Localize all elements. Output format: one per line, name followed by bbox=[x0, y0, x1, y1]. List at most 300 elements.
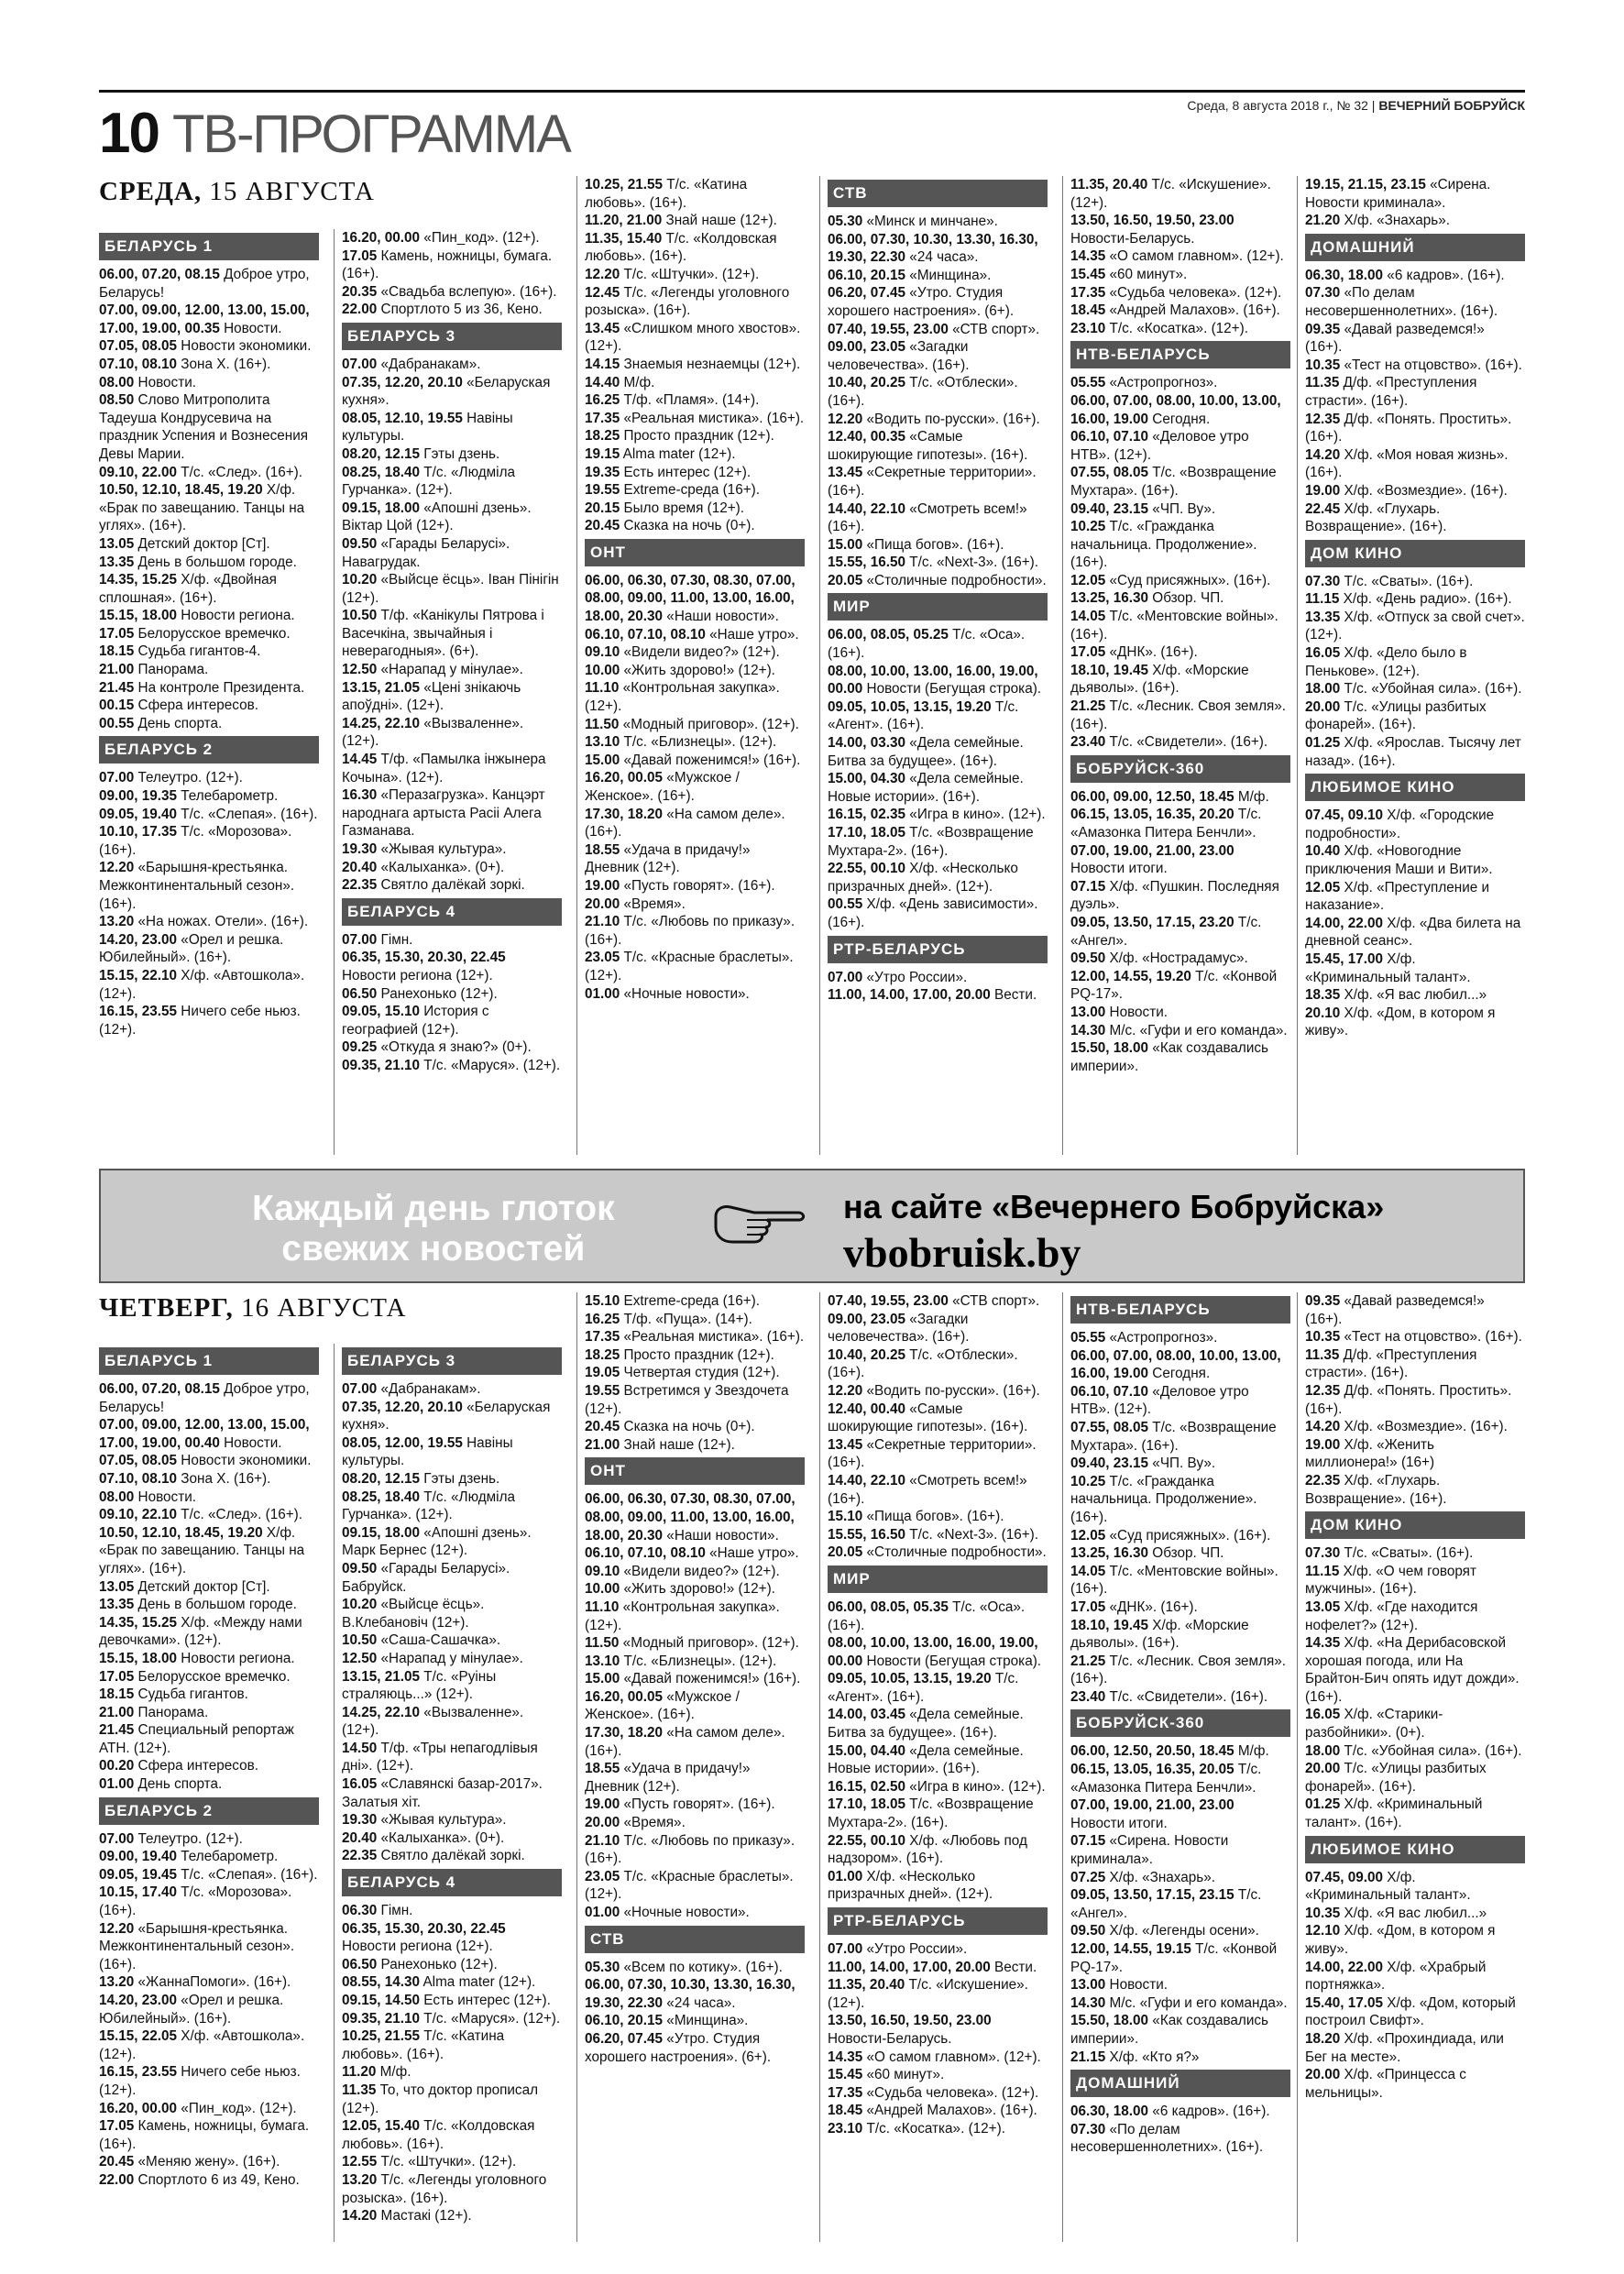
banner-line-2: свежих новостей bbox=[281, 1229, 586, 1269]
column-divider bbox=[576, 176, 577, 1155]
program-entry: 11.00, 14.00, 17.00, 20.00 Вести. bbox=[828, 987, 1037, 1004]
program-entry: 07.00 «Дабранакам». bbox=[342, 356, 481, 372]
program-entry: 07.25 Х/ф. «Знахарь». bbox=[1070, 1869, 1215, 1885]
program-entry: 09.05, 10.05, 13.15, 19.20 Т/с. «Агент». (16+). bbox=[828, 698, 1019, 733]
program-entry: 07.40, 19.55, 23.00 «СТВ спорт». bbox=[828, 321, 1040, 337]
program-entry: 10.40, 20.25 Т/с. «Отблески». (16+). bbox=[828, 375, 1018, 409]
program-entry: 10.10, 17.35 Т/с. «Морозова». (16+). bbox=[99, 824, 292, 858]
program-entry: 17.30, 18.20 «На самом деле». (16+). bbox=[585, 1725, 785, 1759]
program-entry: 14.35, 15.25 Х/ф. «Между нами девочками». (12+). bbox=[99, 1614, 302, 1649]
program-entry: 12.00, 14.55, 19.15 Т/с. «Конвой PQ-17». bbox=[1070, 1941, 1278, 1975]
banner-url[interactable]: vbobruisk.by bbox=[843, 1229, 1081, 1276]
program-entry: 07.05, 08.05 Новости экономики. bbox=[99, 1453, 312, 1469]
program-entry: 10.50 «Саша-Сашачка». bbox=[342, 1632, 501, 1649]
day-date: 15 АВГУСТА bbox=[209, 177, 375, 206]
program-entry: 09.25 «Откуда я знаю?» (0+). bbox=[342, 1039, 532, 1056]
program-entry: 06.00, 07.00, 08.00, 10.00, 13.00, 16.00, 19.00 Сегодня. bbox=[1070, 392, 1281, 427]
column-divider bbox=[819, 1292, 820, 2242]
program-entry: 16.20, 00.05 «Мужское / Женское». (16+). bbox=[585, 1688, 740, 1723]
program-entry: 13.05 Детский доктор [Ст]. bbox=[99, 1578, 270, 1595]
program-entry: 18.45 «Андрей Малахов». (16+). bbox=[1070, 302, 1280, 319]
program-entry: 16.15, 02.50 «Игра в кино». (12+). bbox=[828, 1778, 1046, 1795]
program-entry: 01.25 Х/ф. «Криминальный талант». (16+). bbox=[1305, 1796, 1483, 1831]
program-entry: 11.35, 15.40 Т/с. «Колдовская любовь». (16+). bbox=[585, 230, 777, 265]
program-entry: 20.40 «Калыханка». (0+). bbox=[342, 859, 505, 875]
program-entry: 15.10 Extreme-среда (16+). bbox=[585, 1293, 760, 1309]
channel-header: БОБРУЙСК-360 bbox=[1070, 755, 1290, 783]
program-entry: 21.00 Знай наше (12+). bbox=[585, 1436, 735, 1453]
program-entry: 21.10 Т/с. «Любовь по приказу». (16+). bbox=[585, 1832, 796, 1867]
program-entry: 12.35 Д/ф. «Понять. Простить». (16+). bbox=[1305, 411, 1512, 445]
program-entry: 06.35, 15.30, 20.30, 22.45 Новости региона (12+). bbox=[342, 950, 506, 983]
program-entry: 17.05 «ДНК». (16+). bbox=[1070, 1598, 1198, 1615]
program-entry: 14.40, 22.10 «Смотреть всем!» (16+). bbox=[828, 500, 1027, 535]
program-entry: 17.05 Белорусское времечко. bbox=[99, 1668, 291, 1685]
day-name: ЧЕТВЕРГ, bbox=[99, 1293, 234, 1323]
program-entry: 12.50 «Нарапад у мінулае». bbox=[342, 1650, 523, 1666]
program-entry: 19.55 Встретимся у Звездочета (12+). bbox=[585, 1382, 789, 1417]
program-entry: 14.30 М/с. «Гуфи и его команда». bbox=[1070, 1022, 1288, 1038]
program-entry: 19.55 Extreme-среда (16+). bbox=[585, 482, 760, 499]
page-header bbox=[99, 90, 1525, 166]
program-entry: 07.00 Телеутро. (12+). bbox=[99, 1830, 243, 1847]
newspaper-name: ВЕЧЕРНИЙ БОБРУЙСК bbox=[1378, 98, 1525, 113]
program-entry: 07.55, 08.05 Т/с. «Возвращение Мухтара». (16+). bbox=[1070, 1419, 1277, 1454]
program-entry: 15.00, 04.40 «Дела семейные. Новые истории». (16+). bbox=[828, 1742, 1024, 1777]
program-entry: 15.10 «Пища богов». (16+). bbox=[828, 1509, 1004, 1525]
program-entry: 15.50, 18.00 «Как создавались империи». bbox=[1070, 1040, 1268, 1074]
program-entry: 07.45, 09.10 Х/ф. «Городские подробности». bbox=[1305, 807, 1495, 841]
channel-header: ДОМ КИНО bbox=[1305, 540, 1525, 567]
program-entry: 21.00 Панорама. bbox=[99, 1704, 209, 1720]
program-entry: 15.00, 04.30 «Дела семейные. Новые истории». (16+). bbox=[828, 771, 1024, 805]
program-entry: 07.35, 12.20, 20.10 «Беларуская кухня». bbox=[342, 1399, 551, 1434]
program-entry: 06.00, 06.30, 07.30, 08.30, 07.00, 08.00, 09.00, 11.00, 13.00, 16.00, 18.00, 20.30 «Наши новости». bbox=[585, 572, 796, 625]
program-entry: 08.00 Новости. bbox=[99, 374, 196, 390]
channel-header: ОНТ bbox=[585, 1457, 805, 1485]
program-entry: 13.00 Новости. bbox=[1070, 1977, 1168, 1994]
program-entry: 15.00 «Давай поженимся!» (16+). bbox=[585, 1671, 801, 1687]
program-entry: 09.00, 19.40 Телебарометр. bbox=[99, 1849, 279, 1865]
promo-banner[interactable] bbox=[99, 1169, 1525, 1283]
program-entry: 15.15, 18.00 Новости региона. bbox=[99, 608, 295, 624]
program-entry: 23.10 Т/с. «Косатка». (12+). bbox=[828, 2120, 1005, 2137]
schedule-column bbox=[585, 176, 805, 1003]
program-entry: 18.10, 19.45 Х/ф. «Морские дьяволы». (16+). bbox=[1070, 1617, 1249, 1652]
program-entry: 13.10 Т/с. «Близнецы». (12+). bbox=[585, 1653, 777, 1669]
program-entry: 07.00, 09.00, 12.00, 13.00, 15.00, 17.00, 19.00, 00.35 Новости. bbox=[99, 302, 310, 336]
program-entry: 20.00 «Время». bbox=[585, 1815, 686, 1831]
program-entry: 20.35 «Свадьба вслепую». (16+). bbox=[342, 283, 557, 300]
banner-slogan bbox=[252, 1189, 615, 1269]
program-entry: 23.40 Т/с. «Свидетели». (16+). bbox=[1070, 734, 1268, 751]
program-entry: 20.05 «Столичные подробности». bbox=[828, 572, 1047, 588]
program-entry: 10.50, 12.10, 18.45, 19.20 Х/ф. «Брак по завещанию. Танцы на углях». (16+). bbox=[99, 482, 305, 534]
program-entry: 10.20 «Выйсце ёсць». Іван Пінігін (12+). bbox=[342, 572, 559, 606]
program-entry: 16.05 Х/ф. «Дело было в Пенькове». (12+). bbox=[1305, 645, 1467, 679]
channel-header: НТВ-БЕЛАРУСЬ bbox=[1070, 341, 1290, 368]
program-entry: 01.00 «Ночные новости». bbox=[585, 985, 750, 1002]
program-entry: 09.15, 18.00 «Апошні дзень». Віктар Цой (12+). bbox=[342, 500, 532, 534]
program-entry: 10.25 Т/с. «Гражданка начальница. Продолжение». (16+). bbox=[1070, 1473, 1257, 1525]
program-entry: 10.20 «Выйсце ёсць». В.Клебановіч (12+). bbox=[342, 1597, 485, 1631]
program-entry: 12.10 Х/ф. «Дом, в котором я живу». bbox=[1305, 1923, 1496, 1957]
program-entry: 15.55, 16.50 Т/с. «Next-3». (16+). bbox=[828, 1526, 1039, 1543]
program-entry: 09.35 «Давай разведемся!» (16+). bbox=[1305, 1293, 1485, 1327]
program-entry: 08.25, 18.40 Т/с. «Людміла Гурчанка». (12+). bbox=[342, 464, 516, 499]
program-entry: 12.20 «Барышня-крестьянка. Межконтинентальный сезон». (16+). bbox=[99, 1920, 295, 1972]
program-entry: 07.05, 08.05 Новости экономики. bbox=[99, 338, 312, 355]
program-entry: 08.50 Слово Митрополита Тадеуша Кондрусевича на праздник Успения и Вознесения Девы Марии. bbox=[99, 392, 309, 462]
channel-header: МИР bbox=[828, 593, 1048, 621]
program-entry: 14.25, 22.10 «Вызваленне». (12+). bbox=[342, 715, 524, 750]
program-entry: 17.10, 18.05 Т/с. «Возвращение Мухтара-2». (16+). bbox=[828, 1796, 1034, 1831]
program-entry: 18.10, 19.45 Х/ф. «Морские дьяволы». (16+). bbox=[1070, 662, 1249, 697]
program-entry: 16.15, 23.55 Ничего себе ньюз. (12+). bbox=[99, 2064, 301, 2098]
day-name: СРЕДА, bbox=[99, 177, 203, 206]
program-entry: 20.45 Сказка на ночь (0+). bbox=[585, 518, 755, 534]
program-entry: 05.55 «Астропрогноз». bbox=[1070, 375, 1218, 391]
program-entry: 01.00 «Ночные новости». bbox=[585, 1905, 750, 1920]
program-entry: 16.20, 00.00 «Пин_код». (12+). bbox=[99, 2100, 297, 2116]
channel-header: ДОМ КИНО bbox=[1305, 1511, 1525, 1539]
program-entry: 14.20, 23.00 «Орел и решка. Юбилейный». (16+). bbox=[99, 931, 284, 966]
program-entry: 15.50, 18.00 «Как создавались империи». bbox=[1070, 2013, 1268, 2047]
channel-header: БЕЛАРУСЬ 3 bbox=[342, 323, 562, 350]
program-entry: 18.00 Т/с. «Убойная сила». (16+). bbox=[1305, 681, 1522, 698]
program-entry: 23.05 Т/с. «Красные браслеты». (12+). bbox=[585, 950, 794, 983]
program-entry: 17.05 «ДНК». (16+). bbox=[1070, 644, 1198, 661]
program-entry: 07.10, 08.10 Зона Х. (16+). bbox=[99, 356, 271, 372]
program-entry: 10.00 «Жить здорово!» (12+). bbox=[585, 662, 775, 678]
program-entry: 20.45 Сказка на ночь (0+). bbox=[585, 1419, 755, 1435]
schedule-column bbox=[1070, 1292, 1290, 2157]
channel-header: БЕЛАРУСЬ 2 bbox=[99, 1797, 319, 1825]
program-entry: 09.05, 13.50, 17.15, 23.15 Т/с. «Ангел». bbox=[1070, 1887, 1262, 1921]
program-entry: 18.55 «Удача в придачу!» Дневник (12+). bbox=[585, 1761, 751, 1795]
program-entry: 21.15 Х/ф. «Кто я?» bbox=[1070, 2049, 1200, 2065]
program-entry: 11.15 Х/ф. «О чем говорят мужчины». (16+). bbox=[1305, 1563, 1476, 1598]
program-entry: 06.10, 20.15 «Минщина». bbox=[585, 2013, 749, 2029]
program-entry: 08.55, 14.30 Alma mater (12+). bbox=[342, 1974, 536, 1991]
program-entry: 13.35 День в большом городе. bbox=[99, 1597, 297, 1613]
program-entry: 13.25, 16.30 Обзор. ЧП. bbox=[1070, 1545, 1224, 1562]
program-entry: 14.00, 03.45 «Дела семейные. Битва за будущее». (16+). bbox=[828, 1707, 1024, 1741]
program-entry: 07.00, 19.00, 21.00, 23.00 Новости итоги. bbox=[1070, 1797, 1234, 1831]
program-entry: 07.45, 09.00 Х/ф. «Криминальный талант». bbox=[1305, 1869, 1471, 1904]
program-entry: 21.10 Т/с. «Любовь по приказу». (16+). bbox=[585, 914, 796, 948]
program-entry: 14.35 Х/ф. «На Дерибасовской хорошая погода, или На Брайтон-Бич опять идут дожди». (16+). bbox=[1305, 1635, 1520, 1705]
program-entry: 21.45 Специальный репортаж АТН. (12+). bbox=[99, 1722, 294, 1756]
program-entry: 10.25, 21.55 Т/с. «Катина любовь». (16+). bbox=[585, 177, 748, 211]
channel-header: БЕЛАРУСЬ 1 bbox=[99, 1347, 319, 1375]
program-entry: 13.15, 21.05 Т/с. «Руіны страляюць...» (12+). bbox=[342, 1668, 497, 1703]
program-entry: 07.00 «Утро России». bbox=[828, 969, 968, 985]
program-entry: 13.15, 21.05 «Цені знікаючь апоўдні». (12+). bbox=[342, 679, 521, 714]
program-entry: 09.05, 10.05, 13.15, 19.20 Т/с. «Агент». (16+). bbox=[828, 1671, 1019, 1705]
program-entry: 11.50 «Модный приговор». (12+). bbox=[585, 716, 799, 732]
program-entry: 17.10, 18.05 Т/с. «Возвращение Мухтара-2». (16+). bbox=[828, 825, 1034, 859]
program-entry: 11.20 М/ф. bbox=[342, 2064, 411, 2081]
program-entry: 22.00 Спортлото 5 из 36, Кено. bbox=[342, 302, 543, 318]
channel-header: БЕЛАРУСЬ 1 bbox=[99, 233, 319, 260]
program-entry: 14.45 Т/ф. «Памылка інжынера Кочына». (12+). bbox=[342, 752, 546, 785]
program-entry: 14.15 Знаемыя незнаемцы (12+). bbox=[585, 356, 801, 372]
program-entry: 07.40, 19.55, 23.00 «СТВ спорт». bbox=[828, 1293, 1040, 1309]
issue-info bbox=[1187, 98, 1525, 113]
program-entry: 15.45 «60 минут». bbox=[1070, 266, 1188, 282]
program-entry: 10.35 Х/ф. «Я вас любил...» bbox=[1305, 1905, 1487, 1921]
program-entry: 08.00, 10.00, 13.00, 16.00, 19.00, 00.00 Новости (Бегущая строка). bbox=[828, 663, 1042, 698]
program-entry: 07.15 Х/ф. «Пушкин. Последняя дуэль». bbox=[1070, 878, 1279, 913]
program-entry: 07.35, 12.20, 20.10 «Беларуская кухня». bbox=[342, 374, 551, 409]
program-entry: 10.00 «Жить здорово!» (12+). bbox=[585, 1581, 775, 1598]
program-entry: 21.25 Т/с. «Лесник. Своя земля». (16+). bbox=[1070, 1653, 1287, 1687]
program-entry: 07.55, 08.05 Т/с. «Возвращение Мухтара». (16+). bbox=[1070, 465, 1277, 499]
channel-header: РТР-БЕЛАРУСЬ bbox=[828, 936, 1048, 963]
program-entry: 09.35, 21.10 Т/с. «Маруся». (12+). bbox=[342, 2010, 561, 2027]
program-entry: 17.35 «Судьба человека». (12+). bbox=[1070, 284, 1282, 301]
program-entry: 18.45 «Андрей Малахов». (16+). bbox=[828, 2103, 1037, 2119]
program-entry: 12.45 Т/с. «Легенды уголовного розыска». (16+). bbox=[585, 284, 790, 319]
program-entry: 09.50 Х/ф. «Легенды осени». bbox=[1070, 1923, 1259, 1939]
issue-date: Среда, 8 августа 2018 г., № 32 | bbox=[1187, 98, 1376, 113]
program-entry: 14.00, 22.00 Х/ф. «Два билета на дневной сеанс». bbox=[1305, 915, 1521, 950]
program-entry: 01.00 День спорта. bbox=[99, 1776, 223, 1793]
program-entry: 15.00 «Пища богов». (16+). bbox=[828, 536, 1004, 553]
program-entry: 12.20 Т/с. «Штучки». (12+). bbox=[585, 266, 760, 282]
program-entry: 07.15 «Сирена. Новости криминала». bbox=[1070, 1833, 1229, 1868]
program-entry: 07.30 Т/с. «Сваты». (16+). bbox=[1305, 573, 1474, 589]
schedule-column bbox=[1070, 176, 1290, 1075]
schedule-column bbox=[828, 1292, 1048, 2138]
program-entry: 17.35 «Реальная мистика». (16+). bbox=[585, 1329, 805, 1346]
program-entry: 16.25 Т/ф. «Пламя». (14+). bbox=[585, 392, 760, 409]
program-entry: 10.50, 12.10, 18.45, 19.20 Х/ф. «Брак по завещанию. Танцы на углях». (16+). bbox=[99, 1524, 305, 1576]
channel-header: БЕЛАРУСЬ 4 bbox=[342, 1869, 562, 1896]
program-entry: 09.50 Х/ф. «Нострадамус». bbox=[1070, 950, 1248, 967]
program-entry: 05.55 «Астропрогноз». bbox=[1070, 1330, 1218, 1346]
program-entry: 14.30 М/с. «Гуфи и его команда». bbox=[1070, 1994, 1288, 2011]
program-entry: 12.05 «Суд присяжных». (16+). bbox=[1070, 1527, 1271, 1543]
program-entry: 06.00, 07.00, 08.00, 10.00, 13.00, 16.00, 19.00 Сегодня. bbox=[1070, 1347, 1281, 1382]
program-entry: 09.10, 22.10 Т/с. «След». (16+). bbox=[99, 1507, 303, 1523]
program-entry: 06.00, 08.05, 05.25 Т/с. «Оса». (16+). bbox=[828, 627, 1026, 662]
program-entry: 06.30 Гімн. bbox=[342, 1903, 413, 1919]
program-entry: 12.50 «Нарапад у мінулае». bbox=[342, 662, 523, 678]
program-entry: 14.35 «О самом главном». (12+). bbox=[828, 2049, 1041, 2065]
program-entry: 01.25 Х/ф. «Ярослав. Тысячу лет назад». (16+). bbox=[1305, 735, 1521, 769]
channel-header: СТВ bbox=[828, 180, 1048, 207]
program-entry: 21.00 Панорама. bbox=[99, 662, 209, 678]
program-entry: 23.05 Т/с. «Красные браслеты». (12+). bbox=[585, 1868, 794, 1903]
program-entry: 09.00, 23.05 «Загадки человечества». (16+). bbox=[828, 339, 970, 373]
channel-header: СТВ bbox=[585, 1926, 805, 1953]
program-entry: 18.25 Просто праздник (12+). bbox=[585, 428, 774, 445]
program-entry: 12.55 Т/с. «Штучки». (12+). bbox=[342, 2154, 517, 2170]
program-entry: 15.45 «60 минут». bbox=[828, 2067, 945, 2083]
program-entry: 19.35 Есть интерес (12+). bbox=[585, 464, 752, 480]
program-entry: 22.00 Спортлото 6 из 49, Кено. bbox=[99, 2171, 300, 2188]
program-entry: 06.10, 07.10, 08.10 «Наше утро». bbox=[585, 1545, 799, 1562]
program-entry: 09.15, 14.50 Есть интерес (12+). bbox=[342, 1993, 551, 2008]
program-entry: 18.55 «Удача в придачу!» Дневник (12+). bbox=[585, 841, 751, 876]
program-entry: 05.30 «Минск и минчане». bbox=[828, 214, 998, 229]
program-entry: 20.00 Т/с. «Улицы разбитых фонарей». (16+). bbox=[1305, 1761, 1487, 1795]
program-entry: 19.15, 21.15, 23.15 «Сирена. Новости криминала». bbox=[1305, 177, 1491, 211]
program-entry: 06.30, 18.00 «6 кадров». (16+). bbox=[1070, 2104, 1270, 2120]
program-entry: 06.10, 07.10 «Деловое утро НТВ». (12+). bbox=[1070, 429, 1249, 463]
program-entry: 13.20 Т/с. «Легенды уголовного розыска». (16+). bbox=[342, 2171, 547, 2206]
program-entry: 06.00, 09.00, 12.50, 18.45 М/ф. bbox=[1070, 788, 1269, 805]
program-entry: 12.20 «Водить по-русски». (16+). bbox=[828, 411, 1040, 427]
program-entry: 21.45 На контроле Президента. bbox=[99, 679, 305, 696]
day-date: 16 АВГУСТА bbox=[241, 1293, 407, 1323]
program-entry: 07.00 Телеутро. (12+). bbox=[99, 770, 243, 786]
program-entry: 19.15 Alma mater (12+). bbox=[585, 445, 736, 462]
program-entry: 00.20 Сфера интересов. bbox=[99, 1758, 258, 1774]
program-entry: 10.25, 21.55 Т/с. «Катина любовь». (16+). bbox=[342, 2028, 505, 2062]
column-divider bbox=[819, 176, 820, 1155]
program-entry: 11.35 Д/ф. «Преступления страсти». (16+). bbox=[1305, 1346, 1477, 1381]
program-entry: 06.00, 07.30, 10.30, 13.30, 16.30, 19.30, 22.30 «24 часа». bbox=[585, 1977, 796, 2011]
program-entry: 09.40, 23.15 «ЧП. Ву». bbox=[1070, 500, 1216, 517]
program-entry: 16.20, 00.05 «Мужское / Женское». (16+). bbox=[585, 770, 740, 804]
program-entry: 22.35 Святло далёкай зоркі. bbox=[342, 1848, 525, 1864]
program-entry: 13.45 «Слишком много хвостов». (12+). bbox=[585, 320, 801, 355]
program-entry: 14.35 «О самом главном». (12+). bbox=[1070, 248, 1284, 265]
program-entry: 16.20, 00.00 «Пин_код». (12+). bbox=[342, 230, 540, 246]
program-entry: 09.35, 21.10 Т/с. «Маруся». (12+). bbox=[342, 1057, 561, 1073]
program-entry: 15.15, 18.00 Новости региона. bbox=[99, 1650, 295, 1666]
program-entry: 12.05 «Суд присяжных». (16+). bbox=[1070, 572, 1271, 588]
program-entry: 00.55 День спорта. bbox=[99, 715, 223, 731]
program-entry: 14.20 Мастакі (12+). bbox=[342, 2208, 472, 2225]
program-entry: 08.20, 12.15 Гэты дзень. bbox=[342, 1470, 500, 1487]
program-entry: 15.45, 17.00 Х/ф. «Криминальный талант». bbox=[1305, 950, 1471, 985]
program-entry: 13.05 Детский доктор [Ст]. bbox=[99, 535, 270, 552]
program-entry: 18.20 Х/ф. «Прохиндиада, или Бег на месте». bbox=[1305, 2030, 1504, 2065]
program-entry: 11.10 «Контрольная закупка». (12+). bbox=[585, 1598, 780, 1633]
program-entry: 06.50 Ранехонько (12+). bbox=[342, 985, 498, 1002]
program-entry: 06.10, 07.10, 08.10 «Наше утро». bbox=[585, 626, 799, 643]
channel-header: БЕЛАРУСЬ 4 bbox=[342, 898, 562, 926]
program-entry: 20.00 «Время». bbox=[585, 895, 686, 912]
program-entry: 00.15 Сфера интересов. bbox=[99, 698, 258, 714]
program-entry: 15.40, 17.05 Х/ф. «Дом, который построил Свифт». bbox=[1305, 1994, 1516, 2029]
program-entry: 12.20 «Водить по-русски». (16+). bbox=[828, 1382, 1040, 1399]
program-entry: 17.35 «Судьба человека». (12+). bbox=[828, 2084, 1039, 2101]
banner-site-text: на сайте «Вечернего Бобруйска» bbox=[843, 1188, 1385, 1225]
program-entry: 06.50 Ранехонько (12+). bbox=[342, 1956, 498, 1972]
program-entry: 23.10 Т/с. «Косатка». (12+). bbox=[1070, 320, 1248, 336]
schedule-column bbox=[585, 1292, 805, 2066]
program-entry: 23.40 Т/с. «Свидетели». (16+). bbox=[1070, 1688, 1268, 1705]
program-entry: 14.05 Т/с. «Ментовские войны». (16+). bbox=[1070, 1563, 1278, 1598]
page-number: 10 bbox=[99, 102, 159, 165]
program-entry: 18.15 Судьба гигантов. bbox=[99, 1686, 248, 1703]
schedule-column bbox=[342, 1344, 562, 2225]
program-entry: 22.35 Х/ф. «Глухарь. Возвращение». (16+). bbox=[1305, 1472, 1447, 1507]
program-entry: 11.15 Х/ф. «День радио». (16+). bbox=[1305, 591, 1512, 608]
program-entry: 10.40 Х/ф. «Новогодние приключения Маши и Вити». bbox=[1305, 843, 1493, 877]
program-entry: 20.00 Х/ф. «Принцесса с мельницы». bbox=[1305, 2067, 1466, 2101]
program-entry: 20.00 Т/с. «Улицы разбитых фонарей». (16+). bbox=[1305, 698, 1487, 733]
program-entry: 01.00 Х/ф. «Несколько призрачных дней». (12+). bbox=[828, 1868, 993, 1903]
program-entry: 15.00 «Давай поженимся!» (16+). bbox=[585, 752, 801, 768]
program-entry: 09.15, 18.00 «Апошні дзень». Марк Бернес (12+). bbox=[342, 1524, 532, 1559]
program-entry: 22.55, 00.10 Х/ф. «Любовь под надзором». (16+). bbox=[828, 1832, 1027, 1867]
schedule-column bbox=[1305, 176, 1525, 1040]
schedule-column bbox=[1305, 1292, 1525, 2102]
column-divider bbox=[1062, 1292, 1063, 2242]
program-entry: 16.05 Х/ф. «Старики-разбойники». (0+). bbox=[1305, 1707, 1443, 1741]
program-entry: 11.35 То, что доктор прописал (12+). bbox=[342, 2082, 539, 2116]
program-entry: 09.05, 19.45 Т/с. «Слепая». (16+). bbox=[99, 1866, 318, 1883]
program-entry: 11.50 «Модный приговор». (12+). bbox=[585, 1635, 799, 1652]
program-entry: 11.35, 20.40 Т/с. «Искушение». (12+). bbox=[1070, 177, 1271, 211]
program-entry: 08.25, 18.40 Т/с. «Людміла Гурчанка». (12+). bbox=[342, 1489, 516, 1523]
program-entry: 17.35 «Реальная мистика». (16+). bbox=[585, 410, 805, 426]
program-entry: 13.25, 16.30 Обзор. ЧП. bbox=[1070, 590, 1224, 607]
program-entry: 12.05 Х/ф. «Преступление и наказание». bbox=[1305, 879, 1490, 914]
program-entry: 09.10 «Видели видео?» (12+). bbox=[585, 1563, 780, 1579]
program-entry: 09.35 «Давай разведемся!» (16+). bbox=[1305, 321, 1485, 356]
program-entry: 07.30 Т/с. «Сваты». (16+). bbox=[1305, 1545, 1474, 1562]
program-entry: 07.30 «По делам несовершеннолетних». (16+). bbox=[1305, 285, 1498, 319]
program-entry: 14.05 Т/с. «Ментовские войны». (16+). bbox=[1070, 609, 1278, 643]
column-divider bbox=[1297, 176, 1298, 1155]
program-entry: 17.30, 18.20 «На самом деле». (16+). bbox=[585, 806, 785, 840]
program-entry: 11.20, 21.00 Знай наше (12+). bbox=[585, 213, 777, 229]
program-entry: 13.50, 16.50, 19.50, 23.00 Новости-Беларусь. bbox=[1070, 213, 1234, 247]
program-entry: 14.50 Т/ф. «Тры непагодлівыя дні». (12+). bbox=[342, 1740, 538, 1774]
column-divider bbox=[576, 1292, 577, 2242]
program-entry: 12.20 «Барышня-крестьянка. Межконтинентальный сезон». (16+). bbox=[99, 860, 295, 912]
program-entry: 17.05 Белорусское времечко. bbox=[99, 625, 291, 642]
column-divider bbox=[1297, 1292, 1298, 2242]
program-entry: 20.05 «Столичные подробности». bbox=[828, 1544, 1047, 1561]
program-entry: 10.50 Т/ф. «Канікулы Пятрова і Васечкіна, звычайныя і неверагодныя». (6+). bbox=[342, 608, 544, 660]
program-entry: 07.00 «Дабранакам». bbox=[342, 1381, 481, 1397]
program-entry: 07.00, 19.00, 21.00, 23.00 Новости итоги. bbox=[1070, 842, 1234, 877]
program-entry: 06.00, 07.30, 10.30, 13.30, 16.30, 19.30, 22.30 «24 часа». bbox=[828, 231, 1038, 266]
program-entry: 09.00, 23.05 «Загадки человечества». (16+). bbox=[828, 1311, 970, 1346]
program-entry: 10.15, 17.40 Т/с. «Морозова». (16+). bbox=[99, 1884, 292, 1919]
column-divider bbox=[334, 229, 335, 1155]
program-entry: 18.35 Х/ф. «Я вас любил...» bbox=[1305, 987, 1487, 1004]
program-entry: 21.25 Т/с. «Лесник. Своя земля». (16+). bbox=[1070, 698, 1287, 732]
program-entry: 06.00, 12.50, 20.50, 18.45 М/ф. bbox=[1070, 1743, 1269, 1760]
program-entry: 08.05, 12.10, 19.55 Навіны культуры. bbox=[342, 410, 513, 445]
program-entry: 08.00, 10.00, 13.00, 16.00, 19.00, 00.00 Новости (Бегущая строка). bbox=[828, 1635, 1042, 1669]
program-entry: 14.35, 15.25 Х/ф. «Двойная сплошная». (16+). bbox=[99, 572, 277, 606]
program-entry: 06.20, 07.45 «Утро. Студия хорошего настроения». (6+). bbox=[585, 2030, 772, 2065]
program-entry: 07.00 Гімн. bbox=[342, 931, 413, 948]
column-divider bbox=[334, 1344, 335, 2242]
program-entry: 09.10, 22.00 Т/с. «След». (16+). bbox=[99, 464, 303, 480]
program-entry: 22.45 Х/ф. «Глухарь. Возвращение». (16+). bbox=[1305, 500, 1447, 535]
program-entry: 13.35 День в большом городе. bbox=[99, 554, 297, 570]
day-heading-thursday bbox=[99, 1293, 406, 1324]
program-entry: 13.10 Т/с. «Близнецы». (12+). bbox=[585, 734, 777, 751]
channel-header: ОНТ bbox=[585, 539, 805, 566]
program-entry: 00.55 Х/ф. «День зависимости». (16+). bbox=[828, 896, 1038, 930]
program-entry: 16.25 Т/ф. «Пуща». (14+). bbox=[585, 1311, 752, 1327]
program-entry: 15.15, 22.05 Х/ф. «Автошкола». (12+). bbox=[99, 2028, 305, 2062]
program-entry: 06.00, 06.30, 07.30, 08.30, 07.00, 08.00, 09.00, 11.00, 13.00, 16.00, 18.00, 20.30 «Наши новости». bbox=[585, 1491, 796, 1543]
program-entry: 06.15, 13.05, 16.35, 20.05 Т/с. «Амазонка Питера Бенчли». bbox=[1070, 1762, 1262, 1796]
